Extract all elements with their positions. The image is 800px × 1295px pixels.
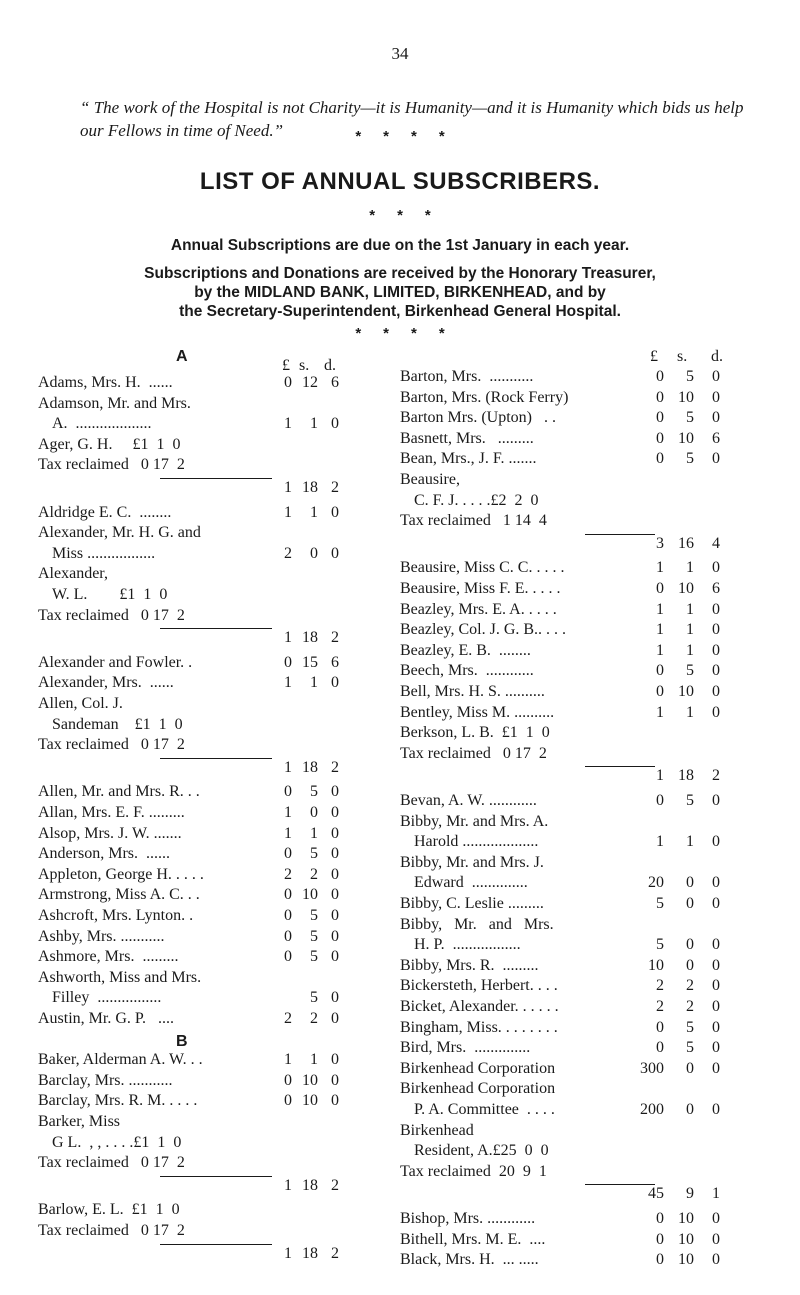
subscriber-name: Bickersteth, Herbert. . . . xyxy=(400,977,558,995)
subscriber-name: C. F. J. . . . .£2 2 0 xyxy=(414,491,539,509)
amount-pounds: 0 xyxy=(656,792,664,809)
amount-shillings: 1 xyxy=(310,824,318,842)
amount-pounds: 300 xyxy=(640,1059,664,1077)
subtotal-rule xyxy=(160,1176,272,1177)
amount-pounds: 0 xyxy=(656,429,664,447)
star-2: * xyxy=(383,128,389,145)
amount-pence: 0 xyxy=(331,1071,339,1089)
amount-pounds: 1 xyxy=(284,479,292,496)
subscriber-name: Alexander, Mr. H. G. and xyxy=(38,524,201,542)
amount-shillings: 16 xyxy=(678,534,694,552)
subscriber-name: Bird, Mrs. .............. xyxy=(400,1039,531,1057)
subscriber-name: Basnett, Mrs. ......... xyxy=(400,429,534,447)
amount-pence: 0 xyxy=(712,1101,720,1118)
notice-due-date: Annual Subscriptions are due on the 1st January in each year. xyxy=(170,237,630,254)
amount-shillings: 10 xyxy=(678,1210,694,1227)
star-2: * xyxy=(397,207,403,224)
amount-pence: 0 xyxy=(331,865,339,883)
amount-shillings: 5 xyxy=(686,662,694,680)
amount-shillings: 10 xyxy=(678,388,694,406)
subscriber-name: Sandeman £1 1 0 xyxy=(52,715,183,733)
subscriber-name: G L. , , . . . .£1 1 0 xyxy=(52,1133,182,1151)
amount-pence: 2 xyxy=(331,1176,339,1194)
amount-pence: 6 xyxy=(331,653,339,671)
page-number: 34 xyxy=(391,44,409,63)
amount-shillings: 18 xyxy=(678,767,694,785)
amount-shillings: 15 xyxy=(302,653,318,671)
amount-pounds: 0 xyxy=(656,580,664,597)
amount-pounds: 1 xyxy=(284,1244,292,1262)
subscriber-name: Bibby, Mr. and Mrs. xyxy=(400,915,554,933)
subscriber-name: Barker, Miss xyxy=(38,1113,121,1130)
amount-pounds: 1 xyxy=(284,1176,292,1194)
subscriber-name: Allan, Mrs. E. F. ......... xyxy=(38,804,185,821)
amount-pence: 0 xyxy=(712,833,720,851)
amount-pence: 0 xyxy=(331,804,339,821)
amount-shillings: 18 xyxy=(302,479,318,496)
subscriber-name: Ashby, Mrs. ........... xyxy=(38,927,165,945)
subscriber-name: Appleton, George H. . . . . xyxy=(38,865,204,883)
right-header-shillings: s. xyxy=(677,348,688,365)
amount-pence: 0 xyxy=(331,927,339,945)
amount-pounds: 1 xyxy=(284,503,292,521)
amount-shillings: 2 xyxy=(310,865,318,883)
amount-shillings: 10 xyxy=(678,683,694,700)
amount-shillings: 18 xyxy=(302,758,318,776)
amount-pounds: 5 xyxy=(656,936,664,954)
amount-shillings: 0 xyxy=(686,1101,694,1118)
subscriber-name: Allen, Mr. and Mrs. R. . . xyxy=(38,783,200,801)
amount-pence: 0 xyxy=(331,1010,339,1027)
amount-pounds: 0 xyxy=(284,1092,292,1110)
amount-shillings: 18 xyxy=(302,1244,318,1262)
amount-shillings: 5 xyxy=(310,783,318,801)
subscriber-name: Bevan, A. W. ............ xyxy=(400,792,537,809)
star-1: * xyxy=(369,207,376,224)
amount-pence: 0 xyxy=(331,674,339,692)
subscriber-name: Bibby, Mr. and Mrs. J. xyxy=(400,853,544,871)
subscriber-name: Alsop, Mrs. J. W. ....... xyxy=(38,824,182,842)
amount-shillings: 10 xyxy=(302,886,318,904)
amount-pounds: 45 xyxy=(648,1185,664,1203)
subscriber-name: Tax reclaimed 0 17 2 xyxy=(400,744,547,762)
amount-pounds: 2 xyxy=(656,998,664,1015)
subscriber-name: Beausire, Miss C. C. . . . . xyxy=(400,559,565,577)
amount-pence: 0 xyxy=(331,1051,339,1069)
amount-pence: 0 xyxy=(712,977,720,995)
star-divider-2 xyxy=(0,207,800,224)
amount-shillings: 0 xyxy=(310,544,318,562)
subscriber-name: Bibby, Mr. and Mrs. A. xyxy=(400,812,549,830)
amount-shillings: 5 xyxy=(310,845,318,863)
amount-pence: 0 xyxy=(331,948,339,966)
amount-pence: 0 xyxy=(331,845,339,863)
amount-shillings: 0 xyxy=(686,956,694,974)
amount-pence: 0 xyxy=(712,1059,720,1077)
amount-shillings: 10 xyxy=(678,429,694,447)
subscriber-name: Bibby, Mrs. R. ......... xyxy=(400,956,539,974)
amount-pence: 0 xyxy=(712,998,720,1015)
amount-pounds: 2 xyxy=(284,544,292,562)
subscriber-name: Aldridge E. C. ........ xyxy=(38,503,172,521)
subscriber-name: Tax reclaimed 0 17 2 xyxy=(38,606,185,624)
subscriber-name: Adams, Mrs. H. ...... xyxy=(38,374,173,391)
subscriber-name: Resident, A.£25 0 0 xyxy=(414,1142,549,1160)
amount-shillings: 2 xyxy=(686,977,694,995)
amount-pounds: 0 xyxy=(284,653,292,671)
notice-line-4: the Secretary-Superintendent, Birkenhead General Hospital. xyxy=(179,303,621,320)
subscriber-name: Bingham, Miss. . . . . . . . xyxy=(400,1018,558,1036)
amount-shillings: 0 xyxy=(310,804,318,821)
amount-shillings: 5 xyxy=(686,450,694,468)
subscriber-name: W. L. £1 1 0 xyxy=(52,586,168,603)
amount-pounds: 0 xyxy=(284,948,292,966)
subtotal-rule xyxy=(160,758,272,759)
amount-shillings: 1 xyxy=(686,559,694,577)
amount-pounds: 0 xyxy=(656,1230,664,1248)
subscriber-name: Bell, Mrs. H. S. .......... xyxy=(400,683,545,700)
amount-pounds: 0 xyxy=(656,1210,664,1227)
star-1: * xyxy=(355,128,362,145)
subscriber-name: P. A. Committee . . . . xyxy=(414,1101,555,1118)
amount-pence: 0 xyxy=(712,703,720,721)
amount-pounds: 0 xyxy=(656,450,664,468)
subscriber-name: Barclay, Mrs. R. M. . . . . xyxy=(38,1092,198,1110)
subscriber-name: Bentley, Miss M. .......... xyxy=(400,703,555,721)
amount-pounds: 0 xyxy=(656,368,664,385)
amount-shillings: 1 xyxy=(310,1051,318,1069)
amount-pounds: 1 xyxy=(656,767,664,785)
amount-pounds: 1 xyxy=(284,824,292,842)
left-header-pounds: £ xyxy=(282,357,290,374)
subscriber-name: Barton Mrs. (Upton) . . xyxy=(400,409,556,427)
amount-pence: 4 xyxy=(712,534,720,552)
subscriber-name: Beech, Mrs. ............ xyxy=(400,662,534,680)
amount-shillings: 0 xyxy=(686,1059,694,1077)
amount-pence: 2 xyxy=(331,479,339,496)
amount-pence: 0 xyxy=(712,874,720,892)
subscriber-name: Alexander and Fowler. . xyxy=(38,653,193,671)
notice-line-2: Subscriptions and Donations are received by the Honorary Treasurer, xyxy=(144,265,656,282)
amount-pence: 6 xyxy=(712,580,720,597)
amount-shillings: 5 xyxy=(686,409,694,427)
subscriber-name: Miss ................. xyxy=(52,544,156,562)
subscriber-name: Bean, Mrs., J. F. ....... xyxy=(400,450,537,468)
subscriber-name: Barlow, E. L. £1 1 0 xyxy=(38,1201,180,1219)
amount-pounds: 1 xyxy=(284,674,292,692)
subscriber-name: Barton, Mrs. (Rock Ferry) xyxy=(400,388,569,406)
subscriber-name: Ager, G. H. £1 1 0 xyxy=(38,435,181,453)
subtotal-rule xyxy=(160,478,272,479)
amount-pence: 0 xyxy=(712,1210,720,1227)
subscriber-name: Tax reclaimed 0 17 2 xyxy=(38,1222,185,1239)
amount-shillings: 1 xyxy=(310,503,318,521)
amount-pounds: 1 xyxy=(284,1051,292,1069)
amount-pence: 0 xyxy=(712,895,720,912)
subscriber-name: Adamson, Mr. and Mrs. xyxy=(38,394,191,412)
amount-shillings: 12 xyxy=(302,374,318,391)
amount-pounds: 20 xyxy=(648,874,664,892)
amount-pounds: 0 xyxy=(284,1071,292,1089)
amount-shillings: 5 xyxy=(686,1039,694,1057)
subscriber-name: Black, Mrs. H. ... ..... xyxy=(400,1251,539,1269)
subscriber-name: A. ................... xyxy=(52,415,152,433)
subscriber-name: Tax reclaimed 0 17 2 xyxy=(38,456,185,474)
amount-pounds: 1 xyxy=(656,621,664,639)
amount-pounds: 0 xyxy=(656,683,664,700)
amount-shillings: 5 xyxy=(686,368,694,385)
amount-pence: 0 xyxy=(331,503,339,521)
amount-pounds: 0 xyxy=(656,1251,664,1269)
amount-pounds: 1 xyxy=(284,415,292,433)
amount-pence: 0 xyxy=(712,1251,720,1269)
amount-shillings: 1 xyxy=(686,641,694,659)
amount-pence: 0 xyxy=(712,450,720,468)
amount-pence: 0 xyxy=(712,641,720,659)
subscriber-name: Tax reclaimed 0 17 2 xyxy=(38,1154,185,1172)
amount-pence: 0 xyxy=(331,415,339,433)
amount-pence: 2 xyxy=(331,758,339,776)
amount-pence: 0 xyxy=(331,783,339,801)
amount-pounds: 2 xyxy=(284,1010,292,1027)
amount-pence: 0 xyxy=(712,388,720,406)
amount-pence: 0 xyxy=(712,409,720,427)
star-3: * xyxy=(411,325,417,342)
amount-pounds: 0 xyxy=(656,662,664,680)
section-heading-a: A xyxy=(176,348,188,365)
star-2: * xyxy=(383,325,389,342)
amount-pounds: 0 xyxy=(656,409,664,427)
amount-pounds: 1 xyxy=(284,758,292,776)
amount-shillings: 1 xyxy=(686,833,694,851)
amount-pence: 0 xyxy=(712,956,720,974)
amount-shillings: 0 xyxy=(686,895,694,912)
amount-pounds: 0 xyxy=(656,1039,664,1057)
amount-shillings: 1 xyxy=(686,600,694,618)
amount-shillings: 1 xyxy=(310,415,318,433)
subscriber-name: Tax reclaimed 1 14 4 xyxy=(400,512,547,530)
subscriber-name: H. P. ................. xyxy=(414,936,521,954)
subscriber-name: Ashworth, Miss and Mrs. xyxy=(38,968,202,986)
subscriber-name: Tax reclaimed 0 17 2 xyxy=(38,736,185,754)
subtotal-rule xyxy=(160,1244,272,1245)
star-4: * xyxy=(438,325,445,342)
amount-pounds: 5 xyxy=(656,895,664,912)
subscriber-name: Bicket, Alexander. . . . . . xyxy=(400,998,559,1015)
amount-shillings: 18 xyxy=(302,629,318,647)
amount-pounds: 2 xyxy=(656,977,664,995)
amount-shillings: 0 xyxy=(686,936,694,954)
subscriber-name: Anderson, Mrs. ...... xyxy=(38,845,170,863)
subscriber-name: Bibby, C. Leslie ......... xyxy=(400,895,544,912)
subscriber-name: Berkson, L. B. £1 1 0 xyxy=(400,724,550,742)
amount-pence: 0 xyxy=(712,792,720,809)
subscriber-name: Bishop, Mrs. ............ xyxy=(400,1210,536,1227)
amount-pence: 0 xyxy=(712,621,720,639)
amount-pence: 2 xyxy=(331,1244,339,1262)
subscriber-name: Birkenhead xyxy=(400,1121,474,1139)
amount-pounds: 0 xyxy=(656,388,664,406)
amount-pence: 0 xyxy=(712,559,720,577)
subscriber-name: Harold ................... xyxy=(414,833,539,851)
amount-pounds: 10 xyxy=(648,956,664,974)
subscriber-name: Barton, Mrs. ........... xyxy=(400,368,534,385)
subscriber-name: Beazley, Col. J. G. B.. . . . xyxy=(400,621,567,639)
star-3: * xyxy=(411,128,417,145)
amount-shillings: 10 xyxy=(302,1092,318,1110)
amount-shillings: 10 xyxy=(678,1251,694,1269)
star-1: * xyxy=(355,325,362,342)
amount-shillings: 10 xyxy=(678,1230,694,1248)
subscriber-name: Bithell, Mrs. M. E. .... xyxy=(400,1230,546,1248)
left-header-shillings: s. xyxy=(299,357,310,374)
subscriber-name: Beazley, Mrs. E. A. . . . . xyxy=(400,600,557,618)
amount-pence: 2 xyxy=(331,629,339,647)
right-header-pounds: £ xyxy=(650,348,658,365)
amount-shillings: 1 xyxy=(310,674,318,692)
amount-pence: 0 xyxy=(712,1018,720,1036)
subscriber-name: Beausire, Miss F. E. . . . . xyxy=(400,580,561,597)
amount-shillings: 1 xyxy=(686,621,694,639)
amount-pounds: 1 xyxy=(656,600,664,618)
amount-pence: 0 xyxy=(331,1092,339,1110)
subscriber-name: Ashcroft, Mrs. Lynton. . xyxy=(38,907,194,924)
amount-shillings: 5 xyxy=(310,927,318,945)
amount-pounds: 0 xyxy=(284,927,292,945)
amount-shillings: 5 xyxy=(310,989,318,1007)
left-header-pence: d. xyxy=(324,357,336,374)
subscriber-name: Birkenhead Corporation xyxy=(400,1059,556,1077)
amount-pence: 0 xyxy=(331,907,339,924)
amount-pence: 1 xyxy=(712,1185,720,1203)
notice-line-3: by the MIDLAND BANK, LIMITED, BIRKENHEAD, and by xyxy=(194,284,606,301)
subscriber-name: Allen, Col. J. xyxy=(38,695,123,712)
subscriber-name: Edward .............. xyxy=(414,874,528,892)
star-3: * xyxy=(424,207,431,224)
subscriber-name: Alexander, xyxy=(38,565,108,583)
amount-pence: 0 xyxy=(331,886,339,904)
section-heading-b: B xyxy=(176,1032,188,1050)
amount-pence: 0 xyxy=(712,662,720,680)
subscriber-name: Beazley, E. B. ........ xyxy=(400,641,531,659)
amount-shillings: 0 xyxy=(686,874,694,892)
amount-pounds: 0 xyxy=(284,845,292,863)
subscriber-name: Tax reclaimed 20 9 1 xyxy=(400,1162,547,1180)
subscriber-name: Alexander, Mrs. ...... xyxy=(38,674,174,692)
amount-pounds: 1 xyxy=(656,641,664,659)
subscriber-name: Baker, Alderman A. W. . . xyxy=(38,1051,203,1069)
amount-shillings: 10 xyxy=(302,1071,318,1089)
subscriber-name: Austin, Mr. G. P. .... xyxy=(38,1010,175,1027)
amount-pence: 6 xyxy=(331,374,339,391)
amount-pounds: 2 xyxy=(284,865,292,883)
subscriber-name: Birkenhead Corporation xyxy=(400,1080,556,1098)
amount-shillings: 9 xyxy=(686,1185,694,1203)
subscriber-name: Filley ................ xyxy=(52,989,162,1007)
amount-pounds: 0 xyxy=(656,1018,664,1036)
amount-pence: 0 xyxy=(712,368,720,385)
subscriber-name: Ashmore, Mrs. ......... xyxy=(38,948,179,966)
amount-pence: 0 xyxy=(331,989,339,1007)
amount-pence: 2 xyxy=(712,767,720,785)
amount-pounds: 1 xyxy=(656,703,664,721)
amount-pence: 0 xyxy=(712,683,720,700)
amount-pence: 0 xyxy=(331,544,339,562)
subtotal-rule xyxy=(160,628,272,629)
amount-shillings: 10 xyxy=(678,580,694,597)
amount-pounds: 1 xyxy=(284,804,292,821)
subscriber-name: Beausire, xyxy=(400,471,460,488)
amount-shillings: 2 xyxy=(310,1010,318,1027)
right-header-pence: d. xyxy=(711,348,723,365)
hospital-quote: “ The work of the Hospital is not Charity—it is Humanity—and it is Humanity which bids us help our Fellows in time of Need.” xyxy=(80,98,744,140)
amount-pounds: 0 xyxy=(284,886,292,904)
subscriber-name: Armstrong, Miss A. C. . . xyxy=(38,886,200,904)
amount-shillings: 18 xyxy=(302,1176,318,1194)
amount-shillings: 5 xyxy=(310,907,318,924)
amount-shillings: 5 xyxy=(686,792,694,809)
amount-shillings: 2 xyxy=(686,998,694,1015)
subscriber-name: Barclay, Mrs. ........... xyxy=(38,1071,173,1089)
amount-pounds: 1 xyxy=(656,559,664,577)
star-divider-1 xyxy=(0,128,800,145)
amount-pounds: 0 xyxy=(284,907,292,924)
amount-pence: 0 xyxy=(712,936,720,954)
amount-pounds: 0 xyxy=(284,374,292,391)
amount-pence: 6 xyxy=(712,429,720,447)
amount-pence: 0 xyxy=(712,600,720,618)
amount-shillings: 5 xyxy=(686,1018,694,1036)
list-title: LIST OF ANNUAL SUBSCRIBERS. xyxy=(199,168,601,195)
star-divider-3 xyxy=(0,325,800,342)
amount-pounds: 3 xyxy=(656,534,664,552)
amount-pence: 0 xyxy=(712,1039,720,1057)
amount-pounds: 200 xyxy=(640,1101,664,1118)
amount-shillings: 5 xyxy=(310,948,318,966)
amount-pounds: 1 xyxy=(284,629,292,647)
amount-pounds: 1 xyxy=(656,833,664,851)
amount-pence: 0 xyxy=(331,824,339,842)
star-4: * xyxy=(438,128,445,145)
amount-shillings: 1 xyxy=(686,703,694,721)
amount-pounds: 0 xyxy=(284,783,292,801)
amount-pence: 0 xyxy=(712,1230,720,1248)
